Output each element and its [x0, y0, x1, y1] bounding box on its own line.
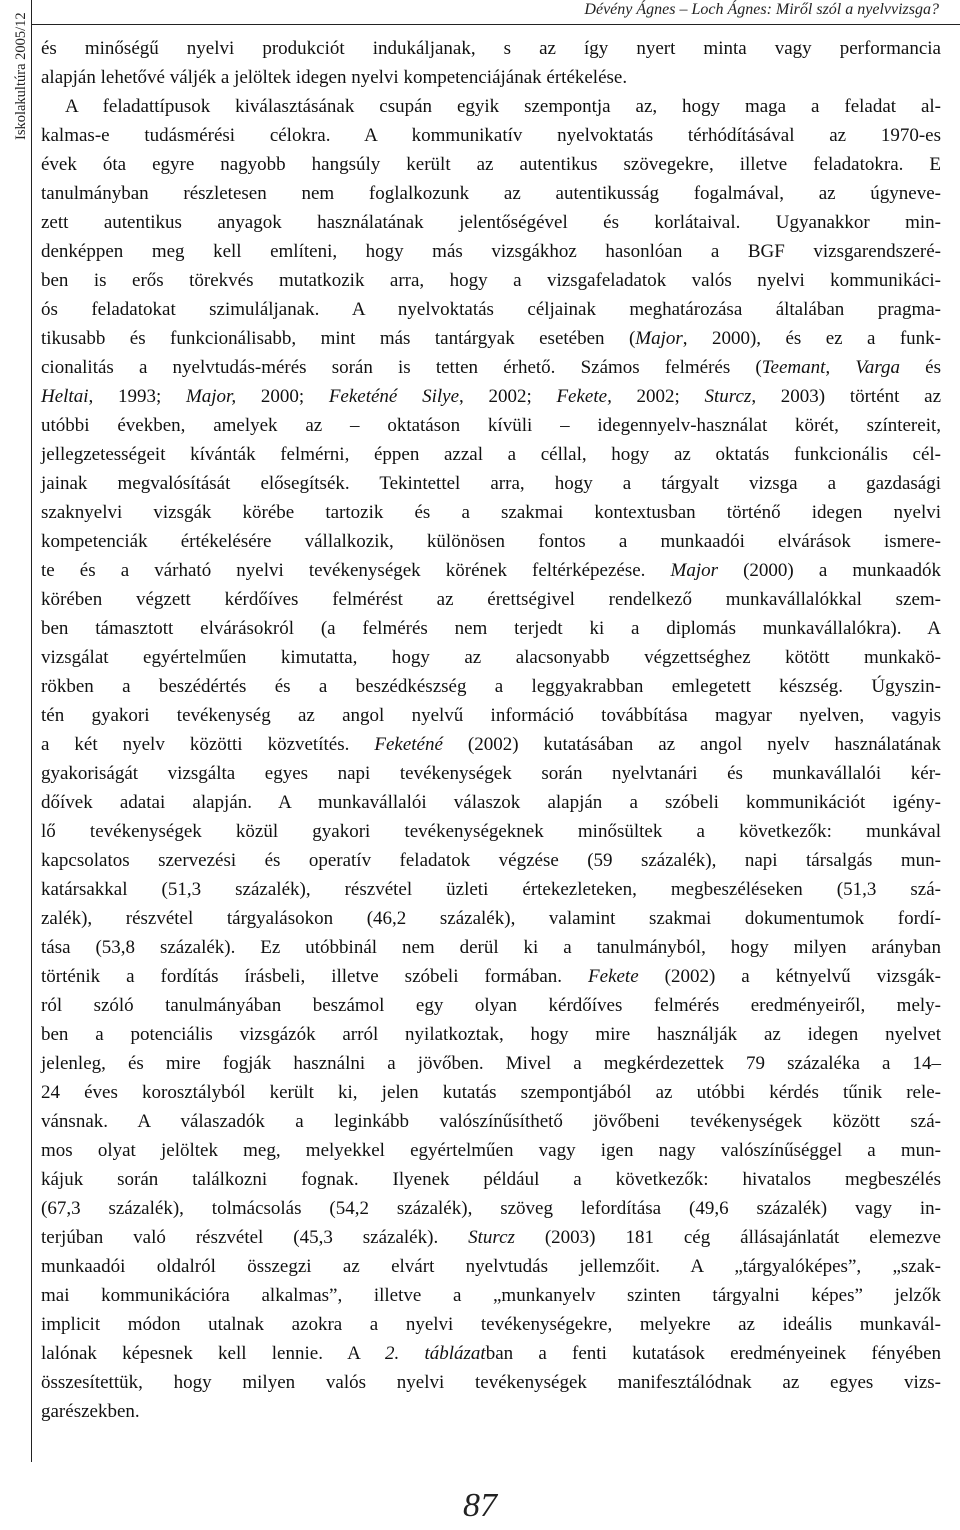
- italic-run: Major: [635, 328, 683, 349]
- text-run: mai kommunikációra alkalmas”, illetve a „munkanyelv szinten tárgyalni képes” jelzők: [41, 1285, 941, 1306]
- text-run: jellegzetességeit kívánták felmérni, éppen azzal a céllal, hogy az oktatás funkcionális cél-: [41, 444, 941, 465]
- text-run: tikusabb és funkcionálisabb, mint más tantárgyak esetében (: [41, 328, 636, 349]
- text-line: [41, 904, 941, 933]
- text-line: [41, 1078, 941, 1107]
- text-line: [41, 527, 941, 556]
- text-line: [41, 179, 941, 208]
- text-line: [41, 672, 941, 701]
- text-run: kompetenciák értékelésére vállalkozik, különösen fontos a munkaadói elvárások ismere-: [41, 531, 941, 552]
- text-run: lalónak képesnek kell lennie. A: [41, 1343, 386, 1364]
- text-line: [41, 643, 941, 672]
- text-run: vizsgálat egyértelműen kimutatta, hogy az alacsonyabb végzettséghez kötött munkakö-: [41, 647, 941, 668]
- text-run: tanulmányban részletesen nem foglalkozunk az autentikusság fogalmával, az úgyneve-: [41, 183, 941, 204]
- italic-run: Sturcz: [704, 386, 752, 407]
- text-run: ben a potenciális vizsgázók arról nyilatkoztak, hogy mire használják az idegen nyelvet: [41, 1024, 941, 1045]
- running-header: Dévény Ágnes – Loch Ágnes: Miről szól a nyelvvizsga?: [584, 1, 939, 18]
- text-line: [41, 817, 941, 846]
- text-line: [41, 34, 941, 63]
- text-run: és: [900, 357, 942, 378]
- text-line: [41, 266, 941, 295]
- text-run: kapcsolatos szervezési és operatív feladatok végzése (59 százalék), napi társalgás mun-: [41, 850, 941, 871]
- text-run: történik a fordítás írásbeli, illetve szóbeli formában.: [41, 966, 589, 987]
- italic-run: Major,: [185, 386, 237, 407]
- text-line: [41, 730, 941, 759]
- text-run: implicit módon utalnak azokra a nyelvi tevékenységekre, melyekre az ideális munkavál-: [41, 1314, 941, 1335]
- text-run: garészekben.: [41, 1401, 140, 1422]
- italic-run: Teemant, Varga: [761, 357, 901, 378]
- text-run: dőívek adatai alapján. A munkavállalói válaszok alapján a szóbeli kommunikációt igény-: [41, 792, 941, 813]
- text-run: gyakoriságát vizsgálta egyes napi tevékenységek során nyelvtanári és munkavállalói kér-: [41, 763, 941, 784]
- text-run: (2002) kutatásában az angol nyelv használatának: [442, 734, 941, 755]
- italic-run: Feketéné Silye: [328, 386, 459, 407]
- text-run: tén gyakori tevékenység az angol nyelvű információ továbbítása magyar nyelven, vagyis: [41, 705, 941, 726]
- text-line: [41, 237, 941, 266]
- text-run: ben támasztott elvárásokról (a felmérés nem terjedt ki a diplomás munkavállalókra). A: [41, 618, 941, 639]
- text-line: [41, 585, 941, 614]
- margin-rule: [31, 0, 32, 1462]
- text-line: [41, 1020, 941, 1049]
- text-run: cionalitás a nyelvtudás-mérés során is tetten érhető. Számos felmérés (: [41, 357, 762, 378]
- italic-run: Heltai: [41, 386, 89, 407]
- text-run: és minőségű nyelvi produkciót indukáljanak, s az így nyert minta vagy performancia: [41, 38, 941, 59]
- text-line: [41, 324, 941, 353]
- text-line: [41, 295, 941, 324]
- text-run: (2002) a kétnyelvű vizsgák-: [638, 966, 941, 987]
- text-run: , 2000), és ez a funk-: [682, 328, 941, 349]
- italic-run: Feketéné: [374, 734, 443, 755]
- text-line: [41, 1397, 941, 1426]
- text-run: kalmas-e tudásmérési célokra. A kommunikatív nyelvoktatás térhódításával az 1970-es: [41, 125, 941, 146]
- text-line: [41, 701, 941, 730]
- text-run: munkaadói oldalról összegzi az elvárt nyelvtudás jellemzőit. A „tárgyalóképes”, „szak-: [41, 1256, 941, 1277]
- text-run: 2000;: [236, 386, 329, 407]
- text-line: [41, 759, 941, 788]
- text-line: [41, 440, 941, 469]
- text-line: [41, 1165, 941, 1194]
- text-run: évek óta egyre nagyobb hangsúly került az autentikus szövegekre, illetve feladatokra. E: [41, 154, 941, 175]
- text-run: ban a fenti kutatások eredményeinek fényében: [485, 1343, 941, 1364]
- side-label: [0, 0, 28, 140]
- text-run: körében végzett kérdőíves felmérést az érettségivel rendelkező munkavállalókkal szem-: [41, 589, 941, 610]
- text-line: [41, 121, 941, 150]
- text-run: ben is erős törekvés mutatkozik arra, hogy a vizsgafeladatok valós nyelvi kommunikáci-: [41, 270, 941, 291]
- text-run: lő tevékenységek közül gyakori tevékenységeknek minősültek a következők: munkával: [41, 821, 941, 842]
- page-number: 87: [463, 1487, 497, 1524]
- text-run: ról szóló tanulmányában beszámol egy olyan kérdőíves felmérés eredményeiről, mely-: [41, 995, 941, 1016]
- text-run: a két nyelv közötti közvetítés.: [41, 734, 375, 755]
- journal-issue-label: Iskolakultúra 2005/12: [13, 12, 29, 140]
- text-run: , 1993;: [88, 386, 186, 407]
- text-line: [41, 1252, 941, 1281]
- text-line: [41, 962, 941, 991]
- text-run: kájuk során találkozni fognak. Ilyenek például a következők: hivatalos megbeszélés: [41, 1169, 941, 1190]
- text-run: alapján lehetővé váljék a jelöltek idegen nyelvi kompetenciájának értékelése.: [41, 67, 628, 88]
- text-run: 24 éves korosztályból került ki, jelen kutatás szempontjából az utóbbi kérdés tűnik rele-: [41, 1082, 941, 1103]
- text-line: [41, 63, 941, 92]
- text-run: rökben a beszédértés és a beszédkészség a leggyakrabban emlegetett készség. Úgyszin-: [41, 676, 941, 697]
- italic-run: Sturcz: [468, 1227, 515, 1248]
- text-run: (67,3 százalék), tolmácsolás (54,2 százalék), szöveg lefordítása (49,6 százalék) vagy in-: [41, 1198, 941, 1219]
- text-run: , 2003) történt az: [751, 386, 941, 407]
- text-run: tása (53,8 százalék). Ez utóbbinál nem derül ki a tanulmányból, hogy milyen arányban: [41, 937, 941, 958]
- text-run: mos olyat jelöltek meg, melyekkel egyértelműen vagy igen nagy valószínűséggel a mun-: [41, 1140, 941, 1161]
- text-run: jelenleg, és mire fogják használni a jövőben. Mivel a megkérdezettek 79 százaléka a 14–: [41, 1053, 941, 1074]
- text-line: [41, 1223, 941, 1252]
- text-run: (2003) 181 cég állásajánlatát elemezve: [514, 1227, 941, 1248]
- text-line: [41, 150, 941, 179]
- text-line: [41, 614, 941, 643]
- body-text: [41, 34, 941, 1426]
- text-line: [41, 1281, 941, 1310]
- text-line: [41, 991, 941, 1020]
- text-run: (2000) a munkaadók: [718, 560, 941, 581]
- text-line: [41, 875, 941, 904]
- text-run: katársakkal (51,3 százalék), részvétel üzleti értekezleteken, megbeszéléseken (51,3 szá-: [41, 879, 941, 900]
- text-line: [41, 92, 941, 121]
- text-run: zett autentikus anyagok használatának jelentőségével és korlátaival. Ugyanakkor min-: [41, 212, 941, 233]
- text-line: [41, 1310, 941, 1339]
- italic-run: 2. táblázat: [385, 1343, 486, 1364]
- text-line: [41, 411, 941, 440]
- italic-run: Major: [670, 560, 719, 581]
- text-run: te és a várható nyelvi tevékenységek körének feltérképezése.: [41, 560, 671, 581]
- text-run: jainak megvalósítását elősegítsék. Tekintettel arra, hogy a tárgyalt vizsga a gazdasági: [41, 473, 941, 494]
- text-run: vánsnak. A válaszadók a leginkább valószínűsíthető jövőbeni tevékenységek között szá-: [41, 1111, 941, 1132]
- text-line: [41, 1339, 941, 1368]
- text-line: [41, 1368, 941, 1397]
- text-line: [41, 1107, 941, 1136]
- text-line: [41, 556, 941, 585]
- text-line: [41, 498, 941, 527]
- text-line: [41, 788, 941, 817]
- text-run: összesítettük, hogy milyen valós nyelvi tevékenységek manifesztálódnak az egyes vizs-: [41, 1372, 941, 1393]
- text-run: A feladattípusok kiválasztásának csupán egyik szempontja az, hogy maga a feladat al-: [65, 96, 941, 117]
- text-line: [41, 208, 941, 237]
- text-line: [41, 382, 941, 411]
- text-line: [41, 933, 941, 962]
- header-rule: [31, 24, 960, 25]
- text-line: [41, 469, 941, 498]
- text-line: [41, 1049, 941, 1078]
- italic-run: Fekete,: [556, 386, 612, 407]
- text-run: terjúban való részvétel (45,3 százalék).: [41, 1227, 469, 1248]
- text-run: 2002;: [611, 386, 705, 407]
- text-line: [41, 1136, 941, 1165]
- text-run: ós feladatokat szimuláljanak. A nyelvoktatás céljainak meghatározása általában pragma-: [41, 299, 941, 320]
- text-run: szaknyelvi vizsgák körébe tartozik és a szakmai kontextusban történő idegen nyelvi: [41, 502, 941, 523]
- text-run: zalék), részvétel tárgyalásokon (46,2 százalék), valamint szakmai dokumentumok fordí-: [41, 908, 941, 929]
- text-run: utóbbi években, amelyek az – oktatáson kívüli – idegennyelv-használat körét, színtereit,: [41, 415, 941, 436]
- text-run: denképpen meg kell említeni, hogy más vizsgákhoz hasonlóan a BGF vizsgarendszeré-: [41, 241, 941, 262]
- italic-run: Fekete: [588, 966, 639, 987]
- text-line: [41, 1194, 941, 1223]
- text-line: [41, 353, 941, 382]
- text-run: , 2002;: [459, 386, 557, 407]
- text-line: [41, 846, 941, 875]
